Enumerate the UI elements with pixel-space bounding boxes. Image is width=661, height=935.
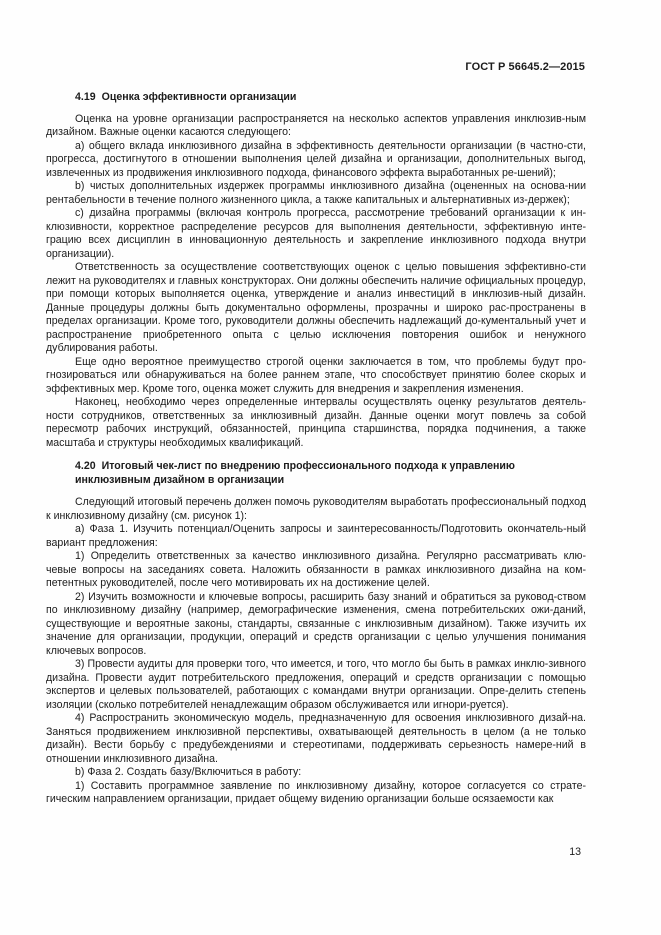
section-number: 4.19 xyxy=(75,91,96,103)
section-heading-4-19 xyxy=(46,91,586,105)
section-heading-4-20 xyxy=(46,460,586,487)
list-item-4: 4) Распространить экономическую модель, предназначенную для освоения инклюзивного дизай-на. Заняться продвижением инклюзивной перспективы, охватывающей деятельность в целом (а не только дизайн). Вести борьбу с предубеждениями и стереотипами, поддерживать серьезность намере-ний в отношении инклюзивного дизайна. xyxy=(46,712,586,765)
list-item-a: а) Фаза 1. Изучить потенциал/Оценить запросы и заинтересованность/Подготовить окончатель-ный вариант предложения: xyxy=(46,523,586,549)
list-item-1: 1) Определить ответственных за качество инклюзивного дизайна. Регулярно рассматривать клю-чевые вопросы на заседаниях совета. Наложить обязанности в рамках инклюзивного дизайна на ком-петентных руководителей, после чего мотивировать их на достижение целей. xyxy=(46,550,586,589)
list-item-b: b) Фаза 2. Создать базу/Включиться в работу: xyxy=(75,766,302,778)
list-item-c: c) дизайна программы (включая контроль прогресса, рассмотрение требований организации к ин-клюзивности, корректное распределение ресурсов для выполнения деятельности, эффективную инте-грацию всех дисциплин в инновационную деятельность и закрепление инклюзивного подхода внутри организации). xyxy=(46,207,586,260)
section-number: 4.20 xyxy=(75,460,96,472)
list-item-b: b) чистых дополнительных издержек программы инклюзивного дизайна (оцененных на основа-нии рентабельности в течение полного жизненного цикла, а также капитальных и альтернативных из-держек); xyxy=(46,180,586,206)
standard-code: ГОСТ Р 56645.2—2015 xyxy=(465,61,585,73)
list-item-3: 3) Провести аудиты для проверки того, что имеется, и того, что могло бы быть в рамках инклю-зивного дизайна. Провести аудит потребительского предложения, операций и средств организации с помощью экспертов и целевых пользователей, работающих с командами внутри организации. Опре-делить степень изоляции (сколько потребителей ненадлежащим образом обслуживается или игнори-руется). xyxy=(46,658,586,711)
section-title-line2: инклюзивным дизайном в организации xyxy=(75,473,285,486)
page-number: 13 xyxy=(569,846,581,858)
paragraph: Оценка на уровне организации распространяется на несколько аспектов управления инклюзив-ным дизайном. Важные оценки касаются следующего: xyxy=(46,112,586,138)
list-item-2: 2) Изучить возможности и ключевые вопросы, расширить базу знаний и обратиться за руковод-ством по инклюзивному дизайну (например, демографические изменения, смена потребительских ожи-даний, существующие и вероятные законы, стандарты, связанные с инклюзивным дизайном). Также изучить их значение для организации, продукции, операций и средств организации с целью улучшения понимания ключевых вопросов. xyxy=(46,590,586,657)
list-item-a: а) общего вклада инклюзивного дизайна в эффективность деятельности организации (в частно-сти, прогресса, достигнутого в отношении выполнения целей дизайна и организации, дополнительных выгод, извлеченных из продвижения инклюзивного подхода, финансового эффекта выработанных ре-шений); xyxy=(46,139,586,179)
section-title-line1: Итоговый чек-лист по внедрению профессионального подхода к управлению xyxy=(101,460,515,472)
section-title: Оценка эффективности организации xyxy=(101,91,297,103)
list-item-1: 1) Составить программное заявление по инклюзивному дизайну, которое согласуется со страте-гическим направлением организации, придает общему видению организации больше осязаемости как xyxy=(46,779,586,805)
paragraph: Следующий итоговый перечень должен помочь руководителям выработать профессиональный подход к инклюзивному дизайну (см. рисунок 1): xyxy=(46,496,586,522)
paragraph: Еще одно вероятное преимущество строгой оценки заключается в том, что проблемы будут про-гнозироваться или обнаруживаться на более раннем этапе, что способствует принятию более скорых и эффективных мер. Кроме того, оценка может служить для внедрения и закрепления изменения. xyxy=(46,355,586,395)
paragraph: Ответственность за осуществление соответствующих оценок с целью повышения эффективно-сти лежит на руководителях и главных конструкторах. Они должны обеспечить наличие официальных процедур, при помощи которых выполняется оценка, утверждение и анализ инвестиций в инклюзив-ный дизайн. Данные процедуры должны быть документально оформлены, прозрачны и широко рас-пространены в пределах организации. Кроме того, руководители должны обеспечить надлежащий до-кументальный учет и распространение приобретенного опыта с целью исключения повторения ошибок и ненужного дублирования работы. xyxy=(46,261,586,354)
paragraph: Наконец, необходимо через определенные интервалы осуществлять оценку результатов деятель-ности сотрудников, ответственных за инклюзивный дизайн. Данные оценки могут повлечь за собой пересмотр рабочих инструкций, обязанностей, принципа старшинства, порядка подчинения, а также масштаба и структуры необходимых квалификаций. xyxy=(46,396,586,449)
page-content xyxy=(46,91,586,807)
